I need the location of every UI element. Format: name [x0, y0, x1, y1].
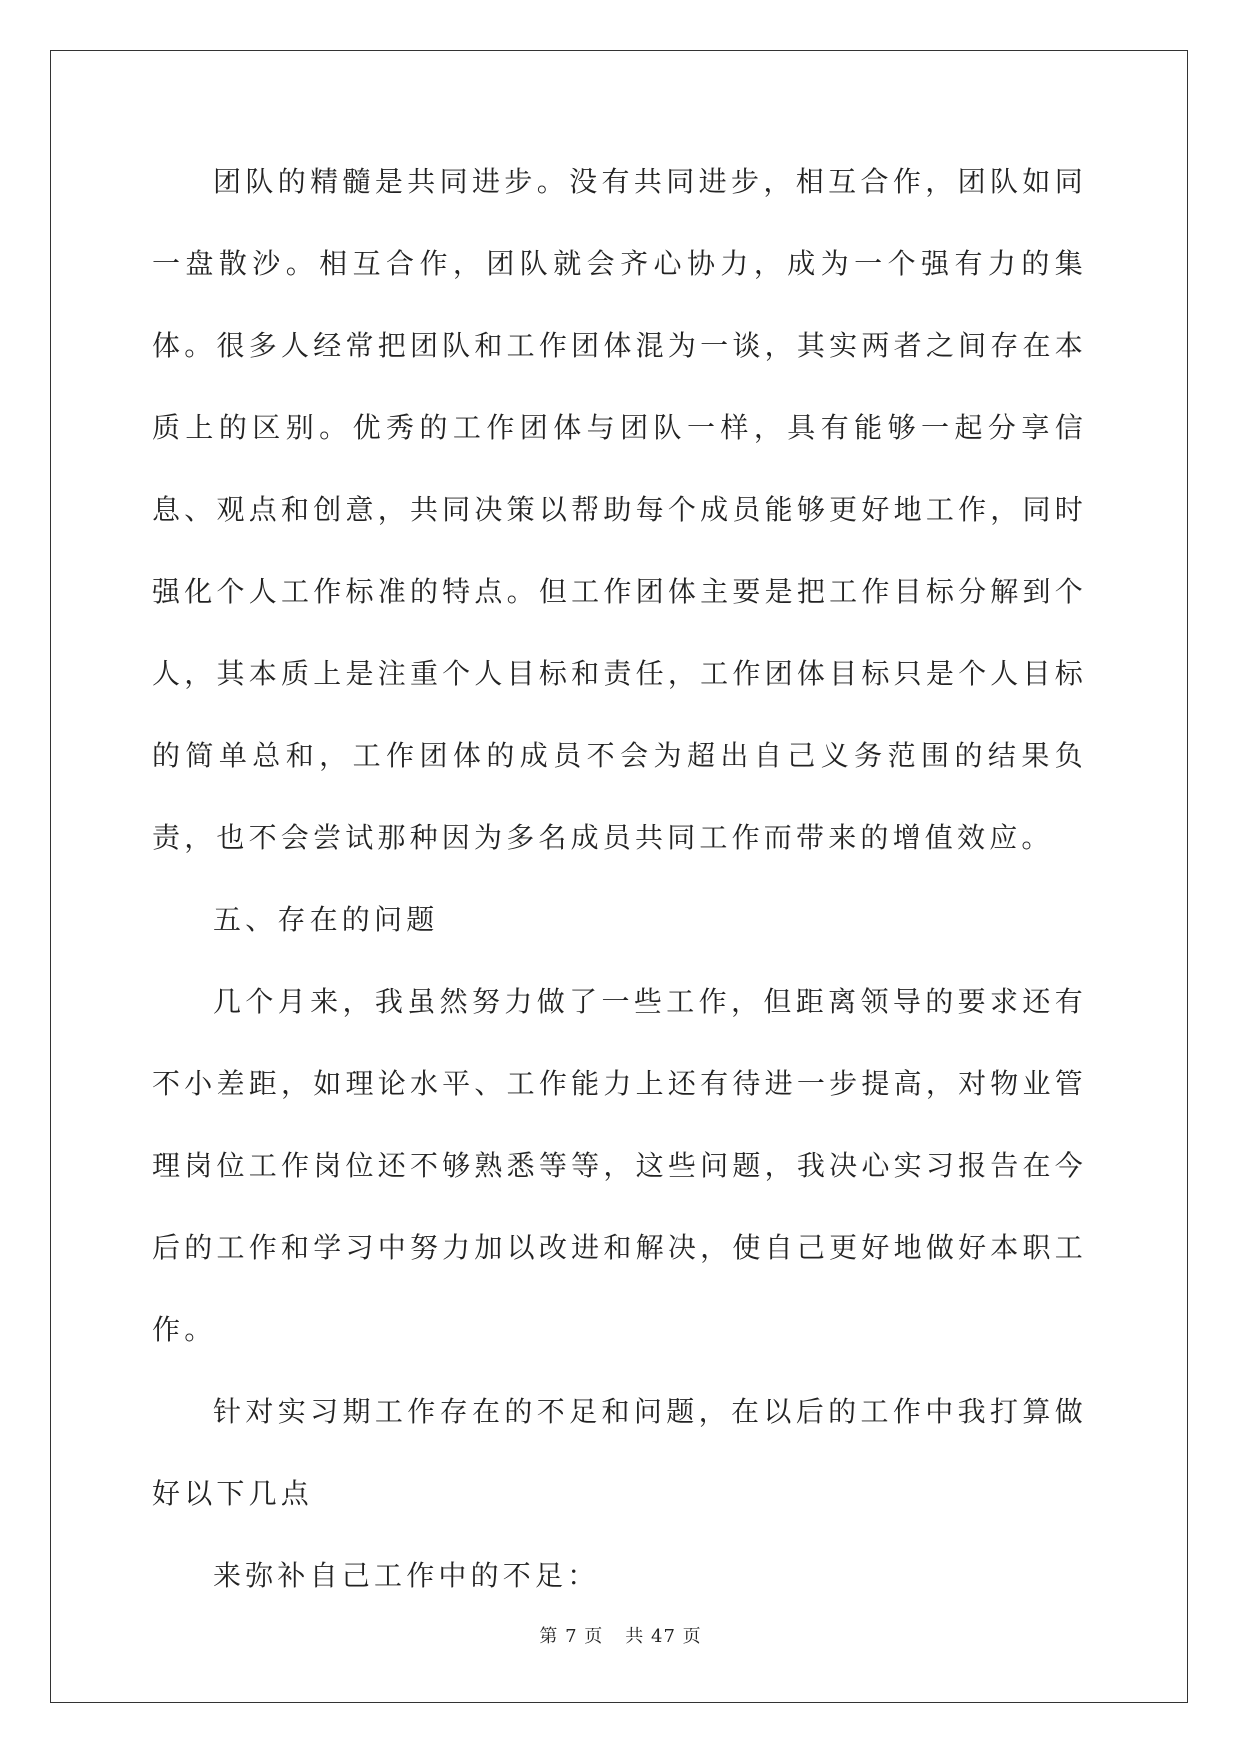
paragraph-remedy-intro: 来弥补自己工作中的不足： — [213, 1559, 600, 1592]
paragraph-improvement-plan: 针对实习期工作存在的不足和问题，在以后的工作中我打算做好以下几点 — [152, 1395, 1087, 1510]
section-heading-problems: 五、存在的问题 — [213, 903, 439, 936]
page-footer — [0, 1622, 1241, 1648]
paragraph-team-essence: 团队的精髓是共同进步。没有共同进步，相互合作，团队如同一盘散沙。相互合作，团队就会齐心协力，成为一个强有力的集体。很多人经常把团队和工作团体混为一谈，其实两者之间存在本质上的区别。优秀的工作团体与团队一样，具有能够一起分享信息、观点和创意，共同决策以帮助每个成员能够更好地工作，同时强化个人工作标准的特点。但工作团体主要是把工作目标分解到个人，其本质上是注重个人目标和责任，工作团体目标只是个人目标的简单总和，工作团体的成员不会为超出自己义务范围的结果负责，也不会尝试那种因为多名成员共同工作而带来的增值效应。 — [152, 165, 1087, 854]
page-number: 第 7 页 — [539, 1626, 604, 1647]
document-body — [152, 141, 1087, 1617]
paragraph-shortcomings: 几个月来，我虽然努力做了一些工作，但距离领导的要求还有不小差距，如理论水平、工作能力上还有待进一步提高，对物业管理岗位工作岗位还不够熟悉等等，这些问题，我决心实习报告在今后的工作和学习中努力加以改进和解决，使自己更好地做好本职工作。 — [152, 985, 1087, 1346]
page-total: 共 47 页 — [625, 1626, 702, 1647]
